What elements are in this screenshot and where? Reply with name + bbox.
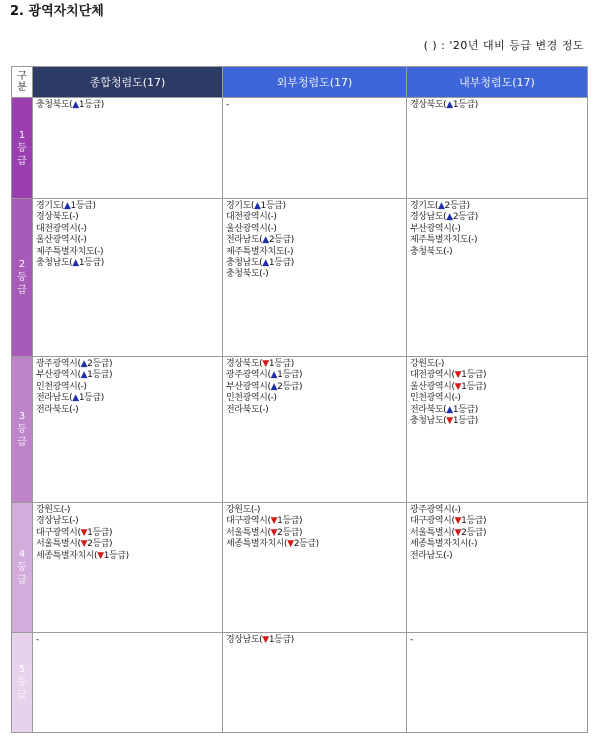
list-item: 대전광역시(▼1등급) xyxy=(410,370,487,381)
list-item: 대구광역시(▼1등급) xyxy=(226,516,303,527)
up-arrow-icon: ▲ xyxy=(72,258,79,269)
cell-external xyxy=(223,357,407,503)
cell-external xyxy=(223,98,407,199)
list-item: 광주광역시(▲1등급) xyxy=(226,370,303,381)
cell-overall xyxy=(33,98,223,199)
list-item: 인천광역시(-) xyxy=(226,393,277,404)
list-item: 강원도(-) xyxy=(36,505,70,515)
grade-table xyxy=(11,66,588,733)
up-arrow-icon: ▲ xyxy=(72,100,79,110)
down-arrow-icon: ▼ xyxy=(270,516,278,527)
list-item: 경상남도(▲2등급) xyxy=(410,212,478,223)
list-item: 충청남도(▲1등급) xyxy=(226,258,294,269)
list-item: 경상북도(▲1등급) xyxy=(410,100,478,110)
list-item: 경기도(▲1등급) xyxy=(226,201,286,211)
cell-internal xyxy=(407,98,588,199)
list-item: 광주광역시(▲2등급) xyxy=(36,359,113,369)
down-arrow-icon: ▼ xyxy=(287,539,294,550)
cell-internal xyxy=(407,633,588,733)
list-item: 대전광역시(-) xyxy=(226,212,277,223)
down-arrow-icon: ▼ xyxy=(270,527,278,538)
down-arrow-icon: ▼ xyxy=(80,527,88,538)
up-arrow-icon: ▲ xyxy=(262,258,269,269)
list-item: 인천광역시(-) xyxy=(410,393,461,404)
list-item: 대구광역시(▼1등급) xyxy=(36,527,113,538)
list-item: 울산광역시(-) xyxy=(226,223,277,234)
down-arrow-icon: ▼ xyxy=(454,527,462,538)
list-item: 인천광역시(-) xyxy=(36,381,87,392)
list-item: 부산광역시(▲2등급) xyxy=(226,381,303,392)
col-header-external: 외부청렴도(17) xyxy=(223,67,407,98)
list-item: 세종특별자치시(▼2등급) xyxy=(226,539,319,550)
list-item: 울산광역시(-) xyxy=(36,235,87,246)
grade-label: 4 등 급 xyxy=(12,503,33,633)
list-item: 충청남도(▼1등급) xyxy=(410,416,478,427)
cell-overall xyxy=(33,503,223,633)
list-item: 제주특별자치도(-) xyxy=(226,246,294,257)
list-item: 전라남도(▲2등급) xyxy=(226,235,294,246)
header-row xyxy=(12,67,588,98)
up-arrow-icon: ▲ xyxy=(80,359,88,369)
list-item: 제주특별자치도(-) xyxy=(36,246,104,257)
down-arrow-icon: ▼ xyxy=(454,381,462,392)
list-item: 충청북도(▲1등급) xyxy=(36,100,104,110)
up-arrow-icon: ▲ xyxy=(446,100,453,110)
list-item: 전라북도(-) xyxy=(36,404,79,415)
up-arrow-icon: ▲ xyxy=(438,201,445,211)
down-arrow-icon: ▼ xyxy=(454,516,462,527)
grade-row xyxy=(12,98,588,199)
list-item: 울산광역시(▼1등급) xyxy=(410,381,487,392)
list-item: 전라남도(▲1등급) xyxy=(36,393,104,404)
up-arrow-icon: ▲ xyxy=(64,201,71,211)
grade-row xyxy=(12,503,588,633)
list-item: 충청남도(▲1등급) xyxy=(36,258,104,269)
down-arrow-icon: ▼ xyxy=(262,359,269,369)
grade-label: 3 등 급 xyxy=(12,357,33,503)
cell-overall xyxy=(33,633,223,733)
list-item: 세종특별자치시(▼1등급) xyxy=(36,550,129,561)
up-arrow-icon: ▲ xyxy=(262,235,269,246)
cell-overall xyxy=(33,357,223,503)
list-item: 부산광역시(▲1등급) xyxy=(36,370,113,381)
list-item: 전라남도(-) xyxy=(410,550,453,561)
list-item: 경기도(▲2등급) xyxy=(410,201,470,211)
down-arrow-icon: ▼ xyxy=(446,416,453,427)
list-item: 경상남도(▼1등급) xyxy=(226,635,294,645)
list-item: 서울특별시(▼2등급) xyxy=(226,527,303,538)
list-item: 충청북도(-) xyxy=(226,269,269,280)
grade-row xyxy=(12,357,588,503)
cell-internal xyxy=(407,503,588,633)
list-item: - xyxy=(410,635,413,645)
list-item: - xyxy=(226,100,229,110)
list-item: 세종특별자치시(-) xyxy=(410,539,478,550)
corner-header: 구 분 xyxy=(12,67,33,98)
cell-internal xyxy=(407,199,588,357)
list-item: 서울특별시(▼2등급) xyxy=(36,539,113,550)
col-header-internal: 내부청렴도(17) xyxy=(407,67,588,98)
up-arrow-icon: ▲ xyxy=(446,404,453,415)
list-item: 경상북도(-) xyxy=(36,212,79,223)
cell-external xyxy=(223,503,407,633)
list-item: 충청북도(-) xyxy=(410,246,453,257)
list-item: 강원도(-) xyxy=(226,505,260,515)
list-item: 전라북도(-) xyxy=(226,404,269,415)
list-item: - xyxy=(36,635,39,645)
list-item: 강원도(-) xyxy=(410,359,444,369)
cell-external xyxy=(223,633,407,733)
cell-external xyxy=(223,199,407,357)
list-item: 경상남도(-) xyxy=(36,516,79,527)
section-title: 2. 광역자치단체 xyxy=(10,4,104,19)
cell-internal xyxy=(407,357,588,503)
list-item: 부산광역시(-) xyxy=(410,223,461,234)
list-item: 대전광역시(-) xyxy=(36,223,87,234)
down-arrow-icon: ▼ xyxy=(262,635,269,645)
down-arrow-icon: ▼ xyxy=(97,550,104,561)
list-item: 서울특별시(▼2등급) xyxy=(410,527,487,538)
up-arrow-icon: ▲ xyxy=(270,381,278,392)
list-item: 제주특별자치도(-) xyxy=(410,235,478,246)
up-arrow-icon: ▲ xyxy=(254,201,261,211)
down-arrow-icon: ▼ xyxy=(80,539,88,550)
up-arrow-icon: ▲ xyxy=(446,212,453,223)
grade-row xyxy=(12,199,588,357)
legend-note: ( ) : '20년 대비 등급 변경 정도 xyxy=(423,39,584,52)
list-item: 광주광역시(-) xyxy=(410,505,461,515)
col-header-overall: 종합청렴도(17) xyxy=(33,67,223,98)
list-item: 전라북도(▲1등급) xyxy=(410,404,478,415)
grade-label: 5 등 급 xyxy=(12,633,33,733)
up-arrow-icon: ▲ xyxy=(270,370,278,381)
grade-label: 1 등 급 xyxy=(12,98,33,199)
up-arrow-icon: ▲ xyxy=(72,393,79,404)
list-item: 경기도(▲1등급) xyxy=(36,201,96,211)
down-arrow-icon: ▼ xyxy=(454,370,462,381)
cell-overall xyxy=(33,199,223,357)
list-item: 대구광역시(▼1등급) xyxy=(410,516,487,527)
list-item: 경상북도(▼1등급) xyxy=(226,359,294,369)
grade-row xyxy=(12,633,588,733)
up-arrow-icon: ▲ xyxy=(80,370,88,381)
grade-label: 2 등 급 xyxy=(12,199,33,357)
